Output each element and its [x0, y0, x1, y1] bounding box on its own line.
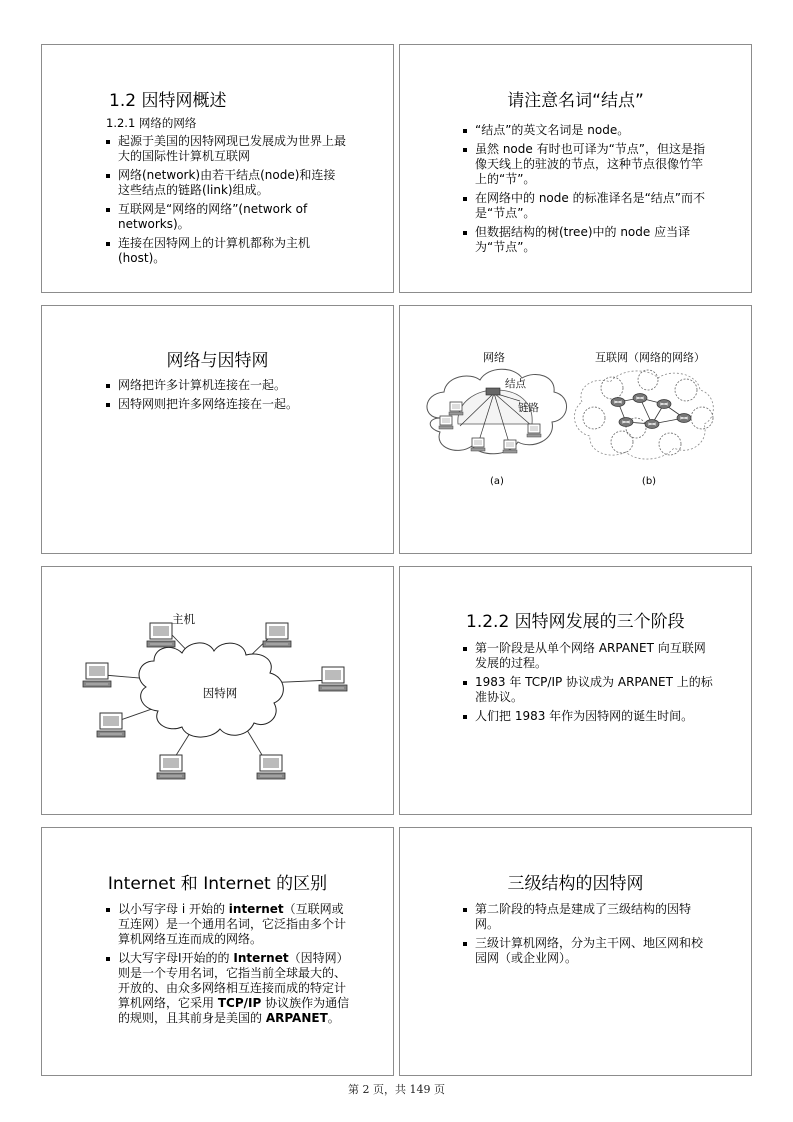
host-computer-icon [263, 623, 291, 647]
host-computer-icon [257, 755, 285, 779]
slide-three-stages [399, 566, 752, 815]
bullet-list [106, 134, 346, 270]
slide-title: Internet 和 Internet 的区别 [107, 874, 328, 894]
slide-node-term [399, 44, 752, 293]
computer-icon [471, 438, 485, 451]
list-item: 第一阶段是从单个网络 ARPANET 向互联网发展的过程。 [463, 641, 713, 671]
caption-b: (b) [641, 476, 657, 487]
label-network: 网络 [483, 351, 505, 364]
cloud-network [427, 369, 567, 454]
caption-a: (a) [490, 476, 504, 487]
slide-title: 1.2 因特网概述 [109, 91, 227, 111]
router-icon [645, 420, 659, 429]
computer-icon [503, 440, 517, 453]
internetwork [574, 370, 713, 459]
slide-network-and-internet [41, 305, 394, 554]
list-item: “结点”的英文名词是 node。 [463, 123, 713, 138]
router-icon [657, 400, 671, 409]
slide-title: 网络与因特网 [166, 351, 269, 371]
bullet-list [106, 378, 366, 416]
list-item: 以大写字母I开始的的 Internet（因特网）则是一个专用名词，它指当前全球最大的、开放的、由众多网络相互连接而成的特定计算机网络，它采用 TCP/IP 协议族作为通信的规则，且其前身是美国的 ARPANET。 [106, 951, 352, 1026]
list-item: 在网络中的 node 的标准译名是“结点”而不是“节点”。 [463, 191, 713, 221]
list-item: 但数据结构的树(tree)中的 node 应当译为“节点”。 [463, 225, 713, 255]
section-subtitle: 1.2.1 网络的网络 [106, 116, 197, 130]
computer-icon [449, 402, 463, 415]
list-item: 网络把许多计算机连接在一起。 [106, 378, 366, 393]
bullet-list [463, 902, 713, 970]
list-item: 网络(network)由若干结点(node)和连接这些结点的链路(link)组成。 [106, 168, 346, 198]
slide-internet-overview [41, 44, 394, 293]
list-item: 连接在因特网上的计算机都称为主机(host)。 [106, 236, 346, 266]
host-computer-icon [319, 667, 347, 691]
list-item: 三级计算机网络，分为主干网、地区网和校园网（或企业网）。 [463, 936, 713, 966]
slide-internet-vs-internet [41, 827, 394, 1076]
label-internetwork: 互联网（网络的网络） [595, 351, 705, 364]
router-icon [619, 418, 633, 427]
slide-title: 请注意名词“结点” [507, 91, 644, 111]
host-computer-icon [97, 713, 125, 737]
label-node: 结点 [505, 378, 526, 390]
bullet-list [463, 641, 713, 728]
slide-title: 1.2.2 因特网发展的三个阶段 [466, 612, 685, 632]
list-item: 人们把 1983 年作为因特网的诞生时间。 [463, 709, 713, 724]
host-computer-icon [157, 755, 185, 779]
slide-hosts-internet [41, 566, 394, 815]
page-footer: 第 2 页，共 149 页 [348, 1083, 445, 1096]
list-item: 互联网是“网络的网络”(network of networks)。 [106, 202, 346, 232]
list-item: 起源于美国的因特网现已发展成为世界上最大的国际性计算机互联网 [106, 134, 346, 164]
node-router-icon [486, 388, 500, 395]
list-item: 第二阶段的特点是建成了三级结构的因特网。 [463, 902, 713, 932]
router-icon [611, 398, 625, 407]
slide-three-tier-internet [399, 827, 752, 1076]
host-computer-icon [83, 663, 111, 687]
slide-network-diagram [399, 305, 752, 554]
router-icon [677, 414, 691, 423]
label-internet: 因特网 [202, 686, 238, 700]
list-item: 1983 年 TCP/IP 协议成为 ARPANET 上的标准协议。 [463, 675, 713, 705]
bullet-list [463, 123, 713, 259]
slide-title: 三级结构的因特网 [507, 874, 644, 894]
host-computer-icon [147, 623, 175, 647]
computer-icon [527, 424, 541, 437]
label-host: 主机 [172, 612, 195, 626]
router-icon [633, 394, 647, 403]
bullet-list [106, 902, 352, 1030]
list-item: 以小写字母 i 开始的 internet（互联网或互连网）是一个通用名词，它泛指由多个计算机网络互连而成的网络。 [106, 902, 352, 947]
list-item: 虽然 node 有时也可译为“节点”，但这是指像天线上的驻波的节点，这种节点很像竹竿上的“节”。 [463, 142, 713, 187]
computer-icon [439, 416, 453, 429]
network-diagram [400, 306, 751, 553]
label-link: 链路 [518, 402, 539, 414]
hosts-diagram [42, 567, 393, 814]
list-item: 因特网则把许多网络连接在一起。 [106, 397, 366, 412]
